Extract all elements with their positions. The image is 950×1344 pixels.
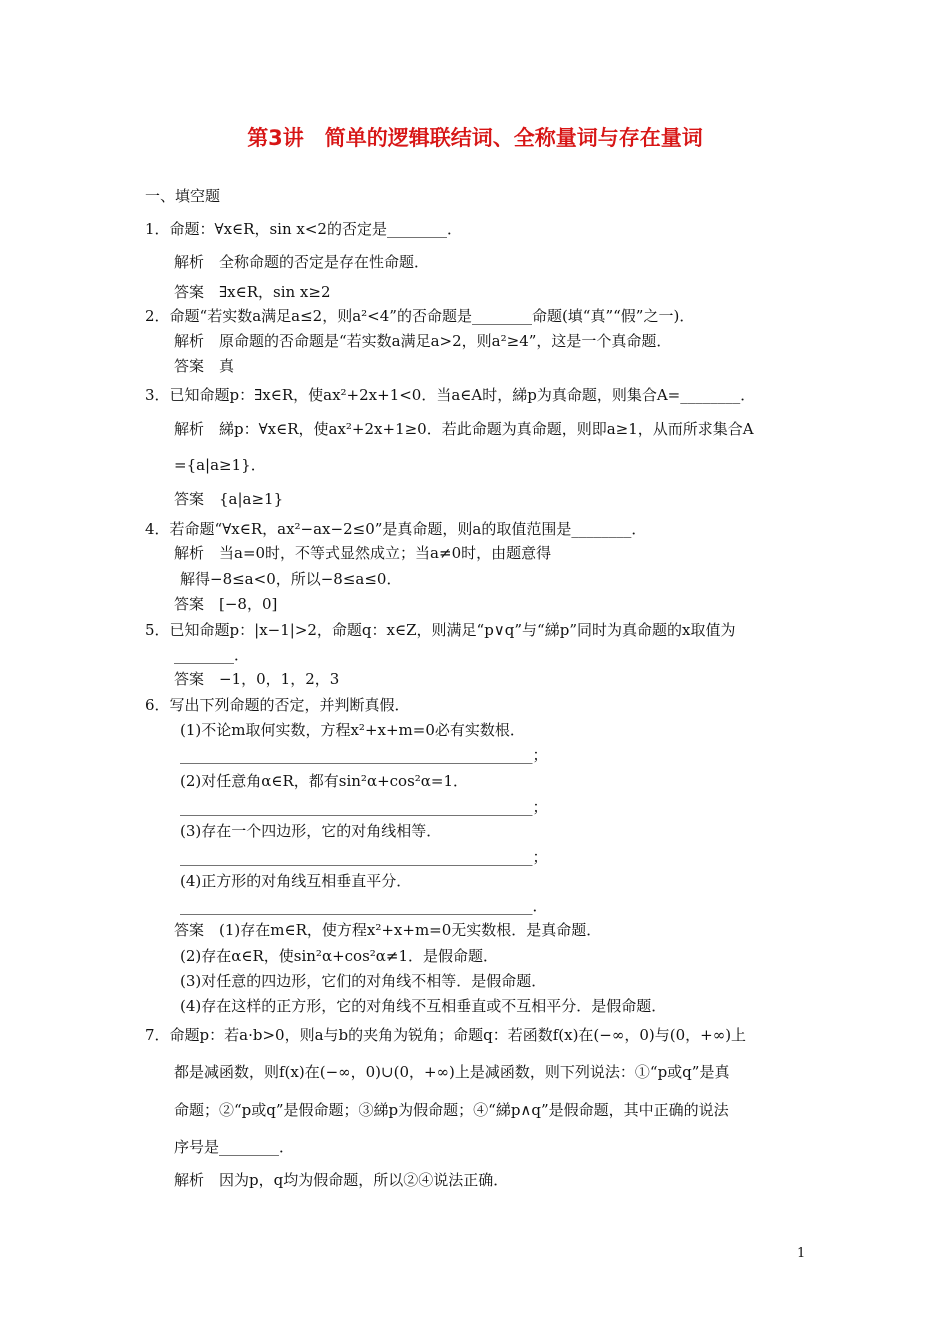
analysis-3-cont: ={a|a≥1}． <box>174 456 266 474</box>
answer-6-item-4: (4)存在这样的正方形，它的对角线不互相垂直或不互相平分．是假命题． <box>180 997 667 1015</box>
question-6-item-3: (3)存在一个四边形，它的对角线相等． <box>180 822 442 840</box>
question-4: 4．若命题“∀x∈R，ax²−ax−2≤0”是真命题，则a的取值范围是________． <box>145 520 647 538</box>
answer-6-item-2: (2)存在α∈R，使sin²α+cos²α≠1．是假命题． <box>180 947 499 965</box>
question-1: 1．命题：∀x∈R，sin x<2的否定是________． <box>145 220 462 238</box>
question-7: 7．命题p：若a·b>0，则a与b的夹角为锐角；命题q：若函数f(x)在(−∞，0)与(0，+∞)上 <box>145 1026 747 1044</box>
page-number: 1 <box>797 1246 806 1261</box>
answer-blank-2: _______________________________________________； <box>180 798 548 816</box>
answer-1: 答案 ∃x∈R，sin x≥2 <box>174 283 331 301</box>
question-2: 2．命题“若实数a满足a≤2，则a²<4”的否命题是________命题(填“真”“假”之一)． <box>145 307 695 325</box>
answer-3: 答案 {a|a≥1} <box>174 490 284 508</box>
analysis-3: 解析 綈p：∀x∈R，使ax²+2x+1≥0．若此命题为真命题，则即a≥1，从而所求集合A <box>174 420 754 438</box>
question-7-cont-2: 命题；②“p或q”是假命题；③綈p为假命题；④“綈p∧q”是假命题，其中正确的说法 <box>174 1101 729 1119</box>
page-title: 第3讲 简单的逻辑联结词、全称量词与存在量词 <box>247 126 703 150</box>
answer-6: 答案 (1)存在m∈R，使方程x²+x+m=0无实数根．是真命题． <box>174 921 602 939</box>
analysis-1: 解析 全称命题的否定是存在性命题． <box>174 253 430 271</box>
question-6-item-4: (4)正方形的对角线互相垂直平分． <box>180 872 412 890</box>
section-heading: 一、填空题 <box>145 187 221 205</box>
question-3: 3．已知命题p：∃x∈R，使ax²+2x+1<0．当a∈A时，綈p为真命题，则集合A=________． <box>145 386 756 404</box>
analysis-4: 解析 当a=0时，不等式显然成立；当a≠0时，由题意得 <box>174 544 552 562</box>
question-6-item-2: (2)对任意角α∈R，都有sin²α+cos²α=1． <box>180 772 469 790</box>
analysis-7: 解析 因为p，q均为假命题，所以②④说法正确． <box>174 1171 509 1189</box>
answer-4: 答案 [−8，0] <box>174 595 278 613</box>
question-6-item-1: (1)不论m取何实数，方程x²+x+m=0必有实数根． <box>180 721 525 739</box>
answer-5: 答案 −1，0，1，2，3 <box>174 670 340 688</box>
question-7-cont-3: 序号是________． <box>174 1138 295 1156</box>
question-5-cont: ________． <box>174 646 250 664</box>
question-5: 5．已知命题p：|x−1|>2，命题q：x∈Z，则满足“p∨q”与“綈p”同时为真命题的x取值为 <box>145 621 736 639</box>
analysis-4-cont: 解得−8≤a<0，所以−8≤a≤0． <box>180 570 402 588</box>
answer-blank-1: _______________________________________________； <box>180 746 548 764</box>
analysis-2: 解析 原命题的否命题是“若实数a满足a>2，则a²≥4”，这是一个真命题． <box>174 332 672 350</box>
answer-blank-3: _______________________________________________； <box>180 848 548 866</box>
question-6: 6．写出下列命题的否定，并判断真假． <box>145 696 410 714</box>
answer-2: 答案 真 <box>174 357 235 375</box>
question-7-cont-1: 都是减函数，则f(x)在(−∞，0)∪(0，+∞)上是减函数，则下列说法：①“p或q”是真 <box>174 1063 730 1081</box>
answer-6-item-3: (3)对任意的四边形，它们的对角线不相等．是假命题． <box>180 972 547 990</box>
answer-blank-4: _______________________________________________． <box>180 897 548 915</box>
